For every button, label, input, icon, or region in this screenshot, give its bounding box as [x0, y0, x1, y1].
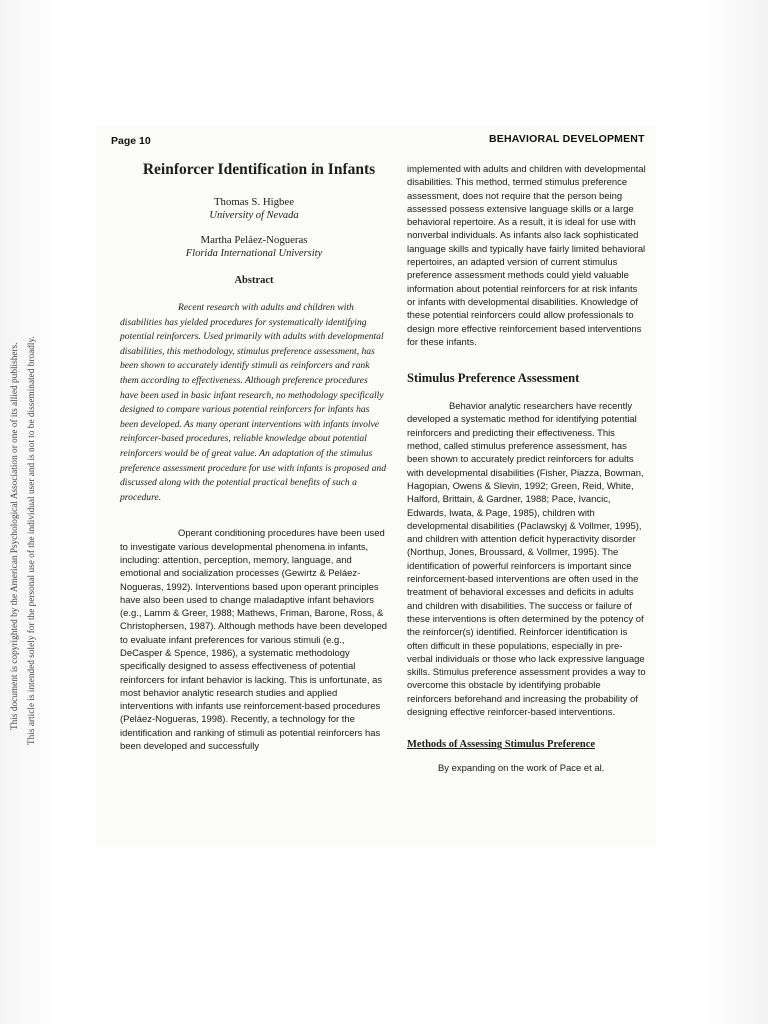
author-affiliation: Florida International University	[185, 248, 323, 259]
author-name: Martha Peláez-Nogueras	[200, 234, 308, 246]
abstract-heading: Abstract	[234, 275, 274, 286]
body-paragraph: Operant conditioning procedures have been used to investigate various developmental phenomena in infants, including: attention, perception, memory, language, and emotional and socialization processes (Gewirtz & Peláez-Nogueras, 1992). Interventions based upon operant principles have also been used to change maladaptive infant behaviors (e.g., Lamm & Greer, 1988; Mathews, Friman, Barone, Ross, & Christophersen, 1987). Although methods have been developed to evaluate infant preferences for various stimuli (e.g., DeCasper & Spence, 1986), a systematic methodology specifically designed to assess effectiveness of potential reinforcers for infant behavior is lacking. This is unfortunate, as most behavior analytic research studies and applied interventions with infants use reinforcement-based procedures (Peláez-Nogueras, 1998). Recently, a technology for the identification and ranking of stimuli as potential reinforcers has been developed and successfully	[120, 528, 388, 753]
section-heading: Stimulus Preference Assessment	[407, 371, 580, 386]
abstract-text: Recent research with adults and children with disabilities has yielded procedures for systematically identifying potential reinforcers. Used primarily with adults with developmental disabilities, this methodology, stimulus preference assessment, has been shown to accurately identify stimuli as reinforcers and rank them according to effectiveness. Although preference procedures have been used in basic infant research, no methodology specifically designed to compare various potential reinforcers for infants has been developed. As many operant interventions with infants involve reinforcer-based procedures, reliable knowledge about potential reinforcers would be of great value. An adaptation of the stimulus preference assessment procedure for use with infants is proposed and discussed along with the potential practical benefits of such a procedure.	[120, 302, 387, 503]
author-name: Thomas S. Higbee	[213, 196, 295, 208]
left-column	[120, 160, 388, 753]
journal-section-header: BEHAVIORAL DEVELOPMENT	[489, 133, 645, 145]
page-number: Page 10	[111, 135, 151, 147]
article-title: Reinforcer Identification in Infants	[142, 161, 376, 178]
right-column	[407, 163, 647, 776]
body-paragraph: By expanding on the work of Pace et al.	[438, 763, 605, 775]
body-paragraph: implemented with adults and children with developmental disabilities. This method, termed stimulus preference assessment, does not require that the person being assessed possess extensive language skills or a large behavioral repertoire. As a result, it is ideal for use with nonverbal individuals. As infants also lack sophisticated language skills and typically have fairly limited behavioral repertoires, an adapted version of current stimulus preference assessment methods could yield valuable information about potential reinforcers for at risk infants or infants with developmental disabilities. Knowledge of these potential reinforcers could allow professionals to design more effective reinforcement based interventions for these infants.	[407, 164, 646, 348]
subsection-heading: Methods of Assessing Stimulus Preference	[407, 739, 596, 751]
copyright-notice-line-1: This document is copyrighted by the American Psychological Association or one of its allied publishers.	[10, 342, 20, 730]
author-affiliation: University of Nevada	[209, 210, 299, 221]
copyright-notice-line-2: This article is intended solely for the personal use of the individual user and is not to be disseminated broadly.	[27, 336, 37, 745]
body-paragraph: Behavior analytic researchers have recently developed a systematic method for identifying potential reinforcers and predicting their effectiveness. This method, called stimulus preference assessment, has been shown to accurately predict reinforcers for adults with developmental disabilities (Fisher, Piazza, Bowman, Hagopian, Owens & Slevin, 1992; Green, Reid, White, Halford, Brittain, & Gardner, 1988; Pace, Ivancic, Edwards, Iwata, & Page, 1985), children with developmental disabilities (Paclawskyj & Vollmer, 1995), and children with attention deficit hyperactivity disorder (Northup, Jones, Broussard, & Vollmer, 1995). The identification of powerful reinforcers is important since reinforcement-based interventions are often used in the treatment of behavioral excesses and deficits in adults and children with disabilities. The success or failure of these interventions is often determined by the potency of the reinforcer(s) identified. Reinforcer identification is often difficult in these populations, especially in pre-verbal individuals or those who lack expressive language skills. Stimulus preference assessment provides a way to overcome this obstacle by identifying probable reinforcers beforehand and increasing the probability of designing effective reinforcer-based interventions.	[407, 401, 646, 718]
